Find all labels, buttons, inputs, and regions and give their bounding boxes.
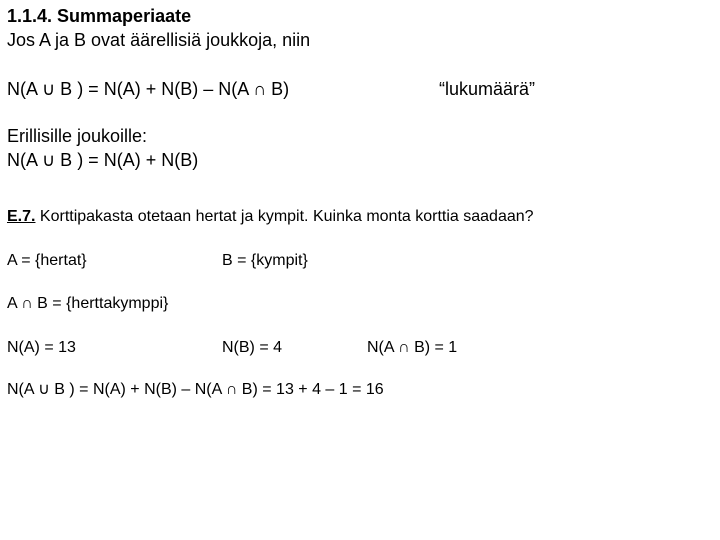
intro-text: Jos A ja B ovat äärellisiä joukkoja, niin xyxy=(7,30,311,50)
count-intersection: N(A ∩ B) = 1 xyxy=(367,339,458,356)
set-a: A = {hertat} xyxy=(7,252,87,269)
count-b: N(B) = 4 xyxy=(222,339,283,356)
disjoint-formula: N(A ∪ B ) = N(A) + N(B) xyxy=(7,150,199,170)
disjoint-heading: Erillisille joukoille: xyxy=(7,126,148,146)
example-question-line xyxy=(7,209,534,225)
example-label: E.7. xyxy=(7,208,36,225)
example-question: Korttipakasta otetaan hertat ja kympit. Kuinka monta korttia saadaan? xyxy=(35,208,534,225)
section-title: 1.1.4. Summaperiaate xyxy=(7,6,192,26)
sum-principle-formula: N(A ∪ B ) = N(A) + N(B) – N(A ∩ B) xyxy=(7,79,290,99)
count-note: “lukumäärä” xyxy=(439,79,536,99)
example-result: N(A ∪ B ) = N(A) + N(B) – N(A ∩ B) = 13 + 4 – 1 = 16 xyxy=(7,381,384,398)
count-a: N(A) = 13 xyxy=(7,339,76,356)
set-b: B = {kympit} xyxy=(222,252,308,269)
set-intersection: A ∩ B = {herttakymppi} xyxy=(7,295,169,312)
